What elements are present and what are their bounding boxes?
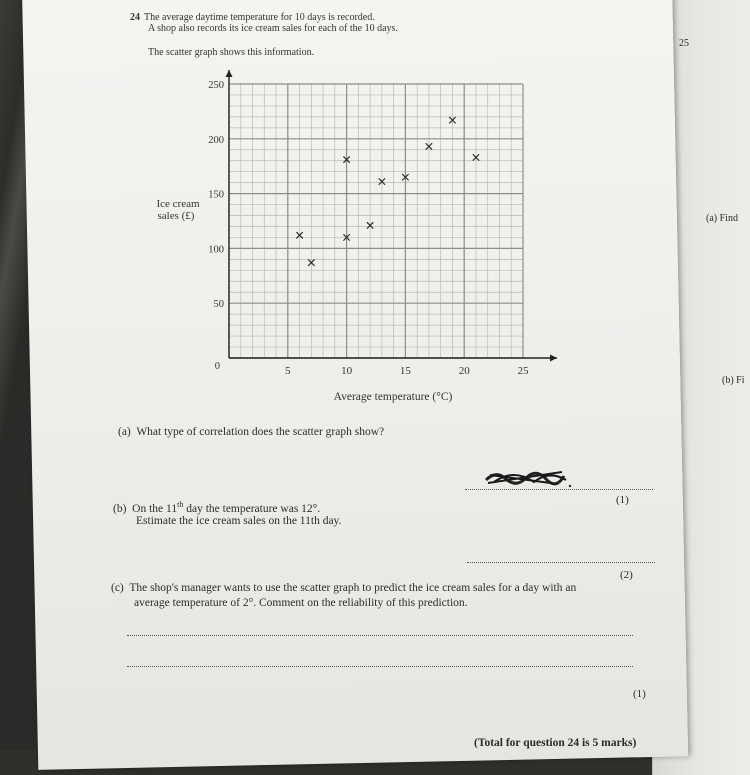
major-grid [229, 84, 523, 358]
y-axis-label-line2: sales (£) [157, 210, 195, 222]
y-axis-label-line1: Ice cream [156, 198, 200, 210]
part-c-marks: (1) [633, 688, 646, 700]
x-tick-label: 15 [399, 365, 411, 377]
part-c-answer-line-1[interactable] [127, 635, 633, 636]
next-question-number: 25 [679, 38, 689, 49]
crossed-out-answer [484, 466, 574, 490]
x-tick-label: 25 [517, 365, 529, 377]
part-c-line1: (c) The shop's manager wants to use the scatter graph to predict the ice cream sales for a day with an [111, 582, 577, 594]
part-a-question: (a) What type of correlation does the scatter graph show? [118, 426, 385, 438]
x-tick-label: 5 [285, 365, 291, 377]
question-header-line2: A shop also records its ice cream sales for each of the 10 days. [148, 23, 398, 34]
x-axis-label: Average temperature (°C) [333, 391, 453, 403]
y-tick-label: 150 [208, 189, 224, 201]
part-c-line2: average temperature of 2°. Comment on the reliability of this prediction. [134, 597, 468, 609]
x-tick-label: 10 [341, 365, 353, 377]
part-b-answer-line[interactable] [467, 562, 655, 563]
x-axis-arrow [550, 355, 557, 362]
part-b-marks: (2) [620, 569, 633, 581]
graph-intro: The scatter graph shows this information. [148, 47, 315, 58]
question-header-line1: 24 The average daytime temperature for 10 days is recorded. [130, 12, 375, 23]
x-tick-label: 20 [458, 365, 470, 377]
part-b-line2: Estimate the ice cream sales on the 11th day. [136, 515, 342, 527]
tick-labels [208, 80, 529, 377]
y-tick-label: 200 [208, 134, 224, 146]
y-tick-label: 100 [208, 244, 224, 256]
minor-grid [229, 84, 523, 358]
y-axis-arrow [226, 70, 233, 77]
y-tick-label: 0 [214, 361, 220, 372]
part-c-answer-line-2[interactable] [127, 666, 633, 667]
next-part-a-label: (a) Find [706, 213, 738, 224]
question-number: 24 [130, 12, 140, 23]
part-a-marks: (1) [616, 494, 629, 506]
y-tick-label: 50 [213, 299, 224, 311]
y-tick-label: 250 [208, 80, 224, 91]
question-total: (Total for question 24 is 5 marks) [474, 737, 637, 749]
part-b-line1: (b) On the 11th day the temperature was 12°. [113, 500, 321, 515]
next-part-b-label: (b) Fi [722, 375, 745, 386]
